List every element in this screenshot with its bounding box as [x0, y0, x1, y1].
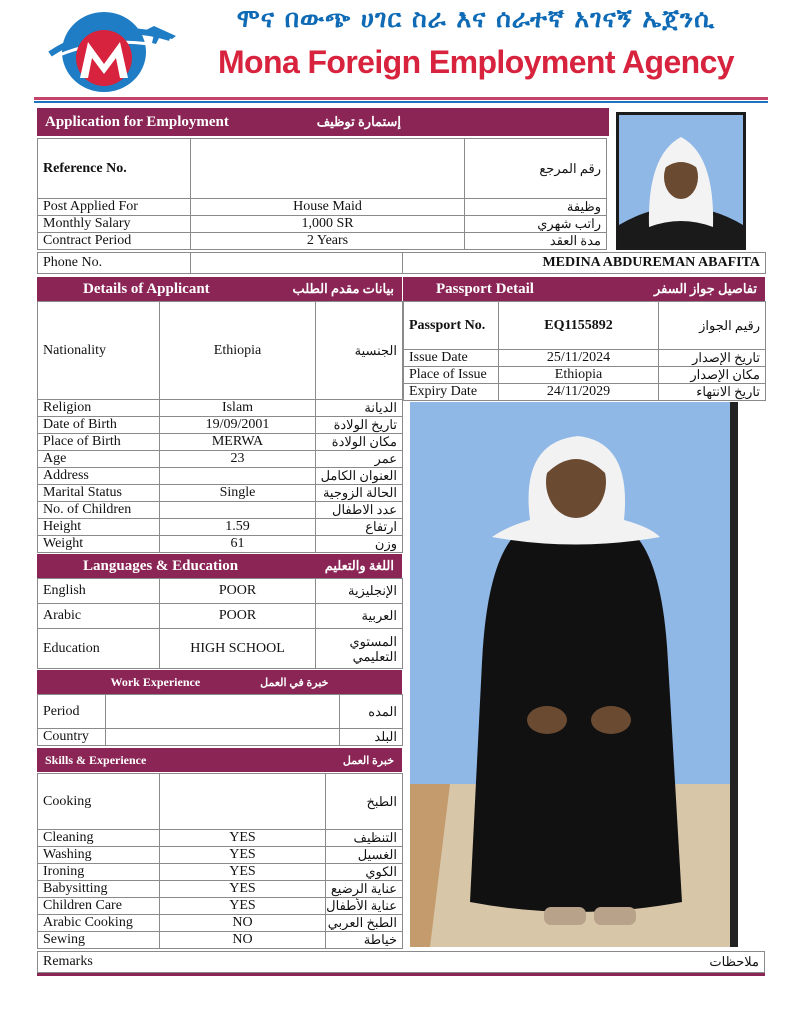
table-row — [38, 864, 403, 881]
work-table — [37, 694, 402, 746]
row-value — [160, 502, 316, 519]
row-label: Cooking — [38, 774, 160, 830]
table-row — [38, 729, 403, 746]
phone-value — [191, 253, 403, 274]
row-label: Arabic Cooking — [38, 915, 160, 932]
table-row — [404, 350, 766, 367]
row-label: Children Care — [38, 898, 160, 915]
row-label-arabic: مكان الولادة — [316, 434, 403, 451]
row-label-arabic: الكوي — [326, 864, 403, 881]
period-label: Period — [38, 695, 106, 729]
row-value: YES — [160, 881, 326, 898]
applicant-name: MEDINA ABDUREMAN ABAFITA — [403, 253, 766, 274]
row-label: Babysitting — [38, 881, 160, 898]
arabic-label-arabic: العربية — [316, 604, 403, 629]
languages-table — [37, 578, 402, 668]
table-row — [38, 139, 607, 199]
row-value: 23 — [160, 451, 316, 468]
row-label: Nationality — [38, 302, 160, 400]
row-label-arabic: عناية الأطفال — [326, 898, 403, 915]
skills-table — [37, 773, 402, 949]
header-divider — [34, 97, 768, 100]
education-value: HIGH SCHOOL — [160, 629, 316, 669]
issue-date-label-arabic: تاريخ الإصدار — [659, 350, 766, 367]
details-table — [37, 301, 402, 553]
row-label: Height — [38, 519, 160, 536]
agency-name-english: Mona Foreign Employment Agency — [218, 44, 734, 80]
application-title: Application for Employment — [45, 113, 229, 130]
table-row — [38, 519, 403, 536]
details-header — [37, 277, 402, 301]
agency-logo — [42, 8, 182, 96]
row-label-arabic: الجنسية — [316, 302, 403, 400]
row-label: Cleaning — [38, 830, 160, 847]
place-of-issue-label: Place of Issue — [404, 367, 499, 384]
passport-number-label-arabic: رقيم الجواز — [659, 302, 766, 350]
row-label: Age — [38, 451, 160, 468]
arabic-label: Arabic — [38, 604, 160, 629]
remarks-label-arabic: ملاحظات — [709, 954, 759, 969]
application-title-arabic: إستمارة توظيف — [316, 114, 401, 129]
table-row — [38, 302, 403, 400]
table-row — [38, 579, 403, 604]
row-value: YES — [160, 847, 326, 864]
table-row — [38, 417, 403, 434]
row-label: Religion — [38, 400, 160, 417]
passport-number-label: Passport No. — [404, 302, 499, 350]
table-row — [404, 367, 766, 384]
phone-label: Phone No. — [38, 253, 191, 274]
table-row — [38, 774, 403, 830]
education-label-arabic: المستوي التعليمي — [316, 629, 403, 669]
row-value: Ethiopia — [160, 302, 316, 400]
english-value: POOR — [160, 579, 316, 604]
country-value — [106, 729, 340, 746]
row-value: NO — [160, 932, 326, 949]
row-label-arabic: الطبخ العربي — [326, 915, 403, 932]
table-row — [38, 932, 403, 949]
passport-title: Passport Detail — [436, 280, 534, 297]
row-label-arabic: الديانة — [316, 400, 403, 417]
row-value: YES — [160, 864, 326, 881]
row-label-arabic: عدد الاطفال — [316, 502, 403, 519]
reference-value — [191, 139, 465, 199]
table-row — [38, 199, 607, 216]
table-row — [38, 898, 403, 915]
row-value: NO — [160, 915, 326, 932]
country-label: Country — [38, 729, 106, 746]
table-row — [38, 502, 403, 519]
post-label-arabic: وظيفة — [465, 199, 607, 216]
issue-date-label: Issue Date — [404, 350, 499, 367]
row-label: Marital Status — [38, 485, 160, 502]
expiry-date-label: Expiry Date — [404, 384, 499, 401]
row-label-arabic: وزن — [316, 536, 403, 553]
applicant-photo-small — [616, 112, 746, 250]
row-value: MERWA — [160, 434, 316, 451]
work-header — [37, 670, 402, 694]
table-row — [38, 216, 607, 233]
table-row — [38, 695, 403, 729]
table-row — [404, 384, 766, 401]
row-value: Single — [160, 485, 316, 502]
languages-header — [37, 554, 402, 578]
row-value — [160, 468, 316, 485]
post-label: Post Applied For — [38, 199, 191, 216]
row-label-arabic: عناية الرضيع — [326, 881, 403, 898]
row-label-arabic: التنظيف — [326, 830, 403, 847]
row-label: Address — [38, 468, 160, 485]
table-row — [38, 830, 403, 847]
table-row — [38, 915, 403, 932]
row-value: YES — [160, 830, 326, 847]
remarks-label: Remarks — [43, 954, 93, 969]
contract-label: Contract Period — [38, 233, 191, 250]
work-title: Work Experience — [110, 674, 201, 689]
row-label-arabic: الحالة الزوجية — [316, 485, 403, 502]
agency-name-amharic: ሞና በውጭ ሀገር ስራ እና ሰራተኛ አገናኝ ኤጀንሲ — [236, 4, 716, 33]
skills-title-arabic: خبرة العمل — [342, 754, 394, 767]
issue-date-value: 25/11/2024 — [499, 350, 659, 367]
arabic-value: POOR — [160, 604, 316, 629]
table-row — [38, 536, 403, 553]
salary-label: Monthly Salary — [38, 216, 191, 233]
expiry-date-label-arabic: تاريخ الانتهاء — [659, 384, 766, 401]
footer-divider — [37, 973, 765, 976]
place-of-issue-value: Ethiopia — [499, 367, 659, 384]
row-value — [160, 774, 326, 830]
table-row — [38, 485, 403, 502]
salary-value: 1,000 SR — [191, 216, 465, 233]
period-value — [106, 695, 340, 729]
table-row — [38, 451, 403, 468]
table-row — [38, 604, 403, 629]
skills-title: Skills & Experience — [45, 752, 147, 767]
applicant-photo-full — [410, 402, 738, 947]
english-label-arabic: الإنجليزية — [316, 579, 403, 604]
table-row — [38, 629, 403, 669]
details-title: Details of Applicant — [83, 280, 210, 297]
application-section — [37, 108, 609, 136]
reference-label-arabic: رقم المرجع — [465, 139, 607, 199]
row-label-arabic: تاريخ الولادة — [316, 417, 403, 434]
place-of-issue-label-arabic: مكان الإصدار — [659, 367, 766, 384]
phone-row — [37, 252, 765, 274]
salary-label-arabic: راتب شهري — [465, 216, 607, 233]
languages-title: Languages & Education — [83, 557, 239, 574]
table-row — [38, 400, 403, 417]
reference-label: Reference No. — [38, 139, 191, 199]
contract-label-arabic: مدة العقد — [465, 233, 607, 250]
row-label-arabic: الطبخ — [326, 774, 403, 830]
row-label-arabic: العنوان الكامل — [316, 468, 403, 485]
row-value: 1.59 — [160, 519, 316, 536]
row-label: Ironing — [38, 864, 160, 881]
table-row — [404, 302, 766, 350]
application-table — [37, 138, 606, 252]
header-divider-blue — [34, 101, 768, 103]
work-title-arabic: خبرة في العمل — [260, 676, 329, 689]
row-value: 19/09/2001 — [160, 417, 316, 434]
post-value: House Maid — [191, 199, 465, 216]
details-title-arabic: بيانات مقدم الطلب — [292, 281, 394, 296]
english-label: English — [38, 579, 160, 604]
skills-header — [37, 748, 402, 772]
row-value: Islam — [160, 400, 316, 417]
table-row — [38, 881, 403, 898]
row-label-arabic: الغسيل — [326, 847, 403, 864]
passport-table — [403, 301, 765, 401]
table-row — [38, 847, 403, 864]
row-label-arabic: ارتفاع — [316, 519, 403, 536]
passport-header — [403, 277, 765, 301]
row-label: Date of Birth — [38, 417, 160, 434]
row-label-arabic: عمر — [316, 451, 403, 468]
passport-number-value: EQ1155892 — [499, 302, 659, 350]
languages-title-arabic: اللغة والتعليم — [324, 558, 394, 573]
application-header — [37, 108, 609, 136]
period-label-arabic: المده — [340, 695, 403, 729]
contract-value: 2 Years — [191, 233, 465, 250]
row-label: Weight — [38, 536, 160, 553]
row-label: Place of Birth — [38, 434, 160, 451]
table-row — [38, 233, 607, 250]
expiry-date-value: 24/11/2029 — [499, 384, 659, 401]
education-label: Education — [38, 629, 160, 669]
table-row — [38, 253, 766, 274]
row-label: Washing — [38, 847, 160, 864]
remarks-row — [37, 951, 765, 973]
row-label: No. of Children — [38, 502, 160, 519]
passport-title-arabic: تفاصيل جواز السفر — [653, 281, 757, 296]
table-row — [38, 468, 403, 485]
row-label-arabic: خياطة — [326, 932, 403, 949]
table-row — [38, 434, 403, 451]
row-value: 61 — [160, 536, 316, 553]
row-label: Sewing — [38, 932, 160, 949]
row-value: YES — [160, 898, 326, 915]
country-label-arabic: البلد — [340, 729, 403, 746]
